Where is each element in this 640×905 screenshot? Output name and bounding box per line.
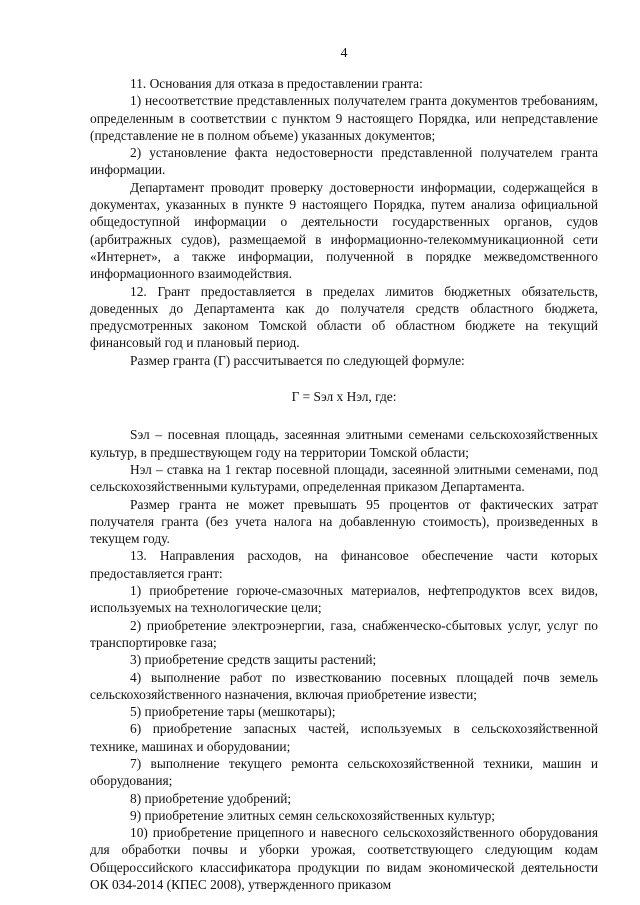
- page-number: 4: [340, 46, 348, 61]
- expense-item-4: 4) выполнение работ по известкованию посевных площадей почв земель сельскохозяйственного назначения, включая приобретение извести;: [90, 669, 598, 702]
- formula-definition-n: Нэл – ставка на 1 гектар посевной площади, засеянной элитными семенами, под сельскохозяйственными культурами, определенная приказом Департамента.: [90, 461, 598, 495]
- expense-item-10: 10) приобретение прицепного и навесного сельскохозяйственного оборудования для обработки почвы и уборки урожая, соответствующего следующим кодам Общероссийского классификатора продукции по видам экономической деятельности ОК 034-2014 (КПЕС 2008), утвержденного приказом: [90, 825, 598, 893]
- refusal-reason-2: 2) установление факта недостоверности представленной получателем гранта информации.: [90, 145, 598, 178]
- grant-formula: Г = Sэл x Нэл, где:: [291, 389, 397, 405]
- expense-item-7: 7) выполнение текущего ремонта сельскохозяйственной техники, машин и оборудования;: [90, 755, 598, 789]
- expense-item-9: 9) приобретение элитных семян сельскохозяйственных культур;: [130, 807, 496, 823]
- section-11-heading: 11. Основания для отказа в предоставлении гранта:: [130, 76, 423, 91]
- grant-limit-paragraph: Размер гранта не может превышать 95 процентов от фактических затрат получателя гранта (без учета налога на добавленную стоимость), произведенных в текущем году.: [90, 496, 598, 547]
- expense-item-5: 5) приобретение тары (мешкотары);: [130, 704, 336, 720]
- section-13-heading: 13. Направления расходов, на финансовое обеспечение части которых предоставляется грант:: [90, 548, 598, 581]
- expense-item-8: 8) приобретение удобрений;: [130, 790, 292, 806]
- grant-formula-intro: Размер гранта (Г) рассчитывается по следующей формуле:: [130, 352, 465, 368]
- expense-item-3: 3) приобретение средств защиты растений;: [130, 652, 377, 668]
- document-body: [90, 75, 598, 893]
- document-page: [90, 0, 598, 905]
- expense-item-2: 2) приобретение электроэнергии, газа, снабженческо-сбытовых услуг, услуг по транспортировке газа;: [90, 617, 598, 650]
- verification-paragraph: Департамент проводит проверку достоверности информации, содержащейся в документах, указанных в пункте 9 настоящего Порядка, путем анализа официальной общедоступной информации о деятельности государственных органов, судов (арбитражных судов), размещаемой в информационно-телекоммуникационной сети «Интернет», а также информации, полученной в порядке межведомственного информационного взаимодействия.: [90, 179, 598, 282]
- formula-definition-s: Sэл – посевная площадь, засеянная элитными семенами сельскохозяйственных культур, в предшествующем году на территории Томской области;: [90, 427, 598, 460]
- expense-item-1: 1) приобретение горюче-смазочных материалов, нефтепродуктов всех видов, используемых на технологические цели;: [90, 583, 598, 616]
- expense-item-6: 6) приобретение запасных частей, используемых в сельскохозяйственной технике, машинах и оборудовании;: [90, 721, 598, 754]
- refusal-reason-1: 1) несоответствие представленных получателем гранта документов требованиям, определенным в соответствии с пунктом 9 настоящего Порядка, или непредставление (представление не в полном объеме) указанных документов;: [90, 93, 598, 143]
- section-12-paragraph: 12. Грант предоставляется в пределах лимитов бюджетных обязательств, доведенных до Департамента как до получателя средств областного бюджета, предусмотренных законом Томской области об областном бюджете на текущий финансовый год и плановый период.: [90, 283, 598, 351]
